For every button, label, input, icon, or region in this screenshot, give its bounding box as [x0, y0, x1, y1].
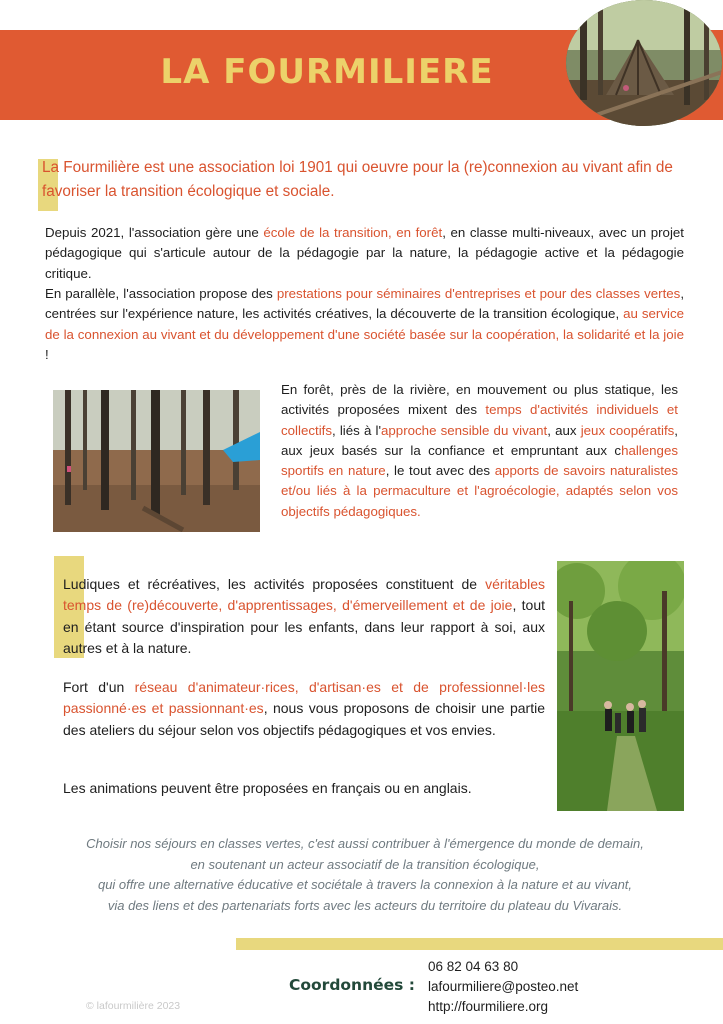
paragraph-text: , le tout avec des: [385, 463, 495, 479]
quote-line: Choisir nos séjours en classes vertes, c'est aussi contribuer à l'émergence du monde de demain,: [86, 836, 644, 851]
quote-line: en soutenant un acteur associatif de la transition écologique,: [190, 856, 540, 872]
contact-website[interactable]: http://fourmiliere.org: [428, 999, 549, 1014]
highlight-text: approche sensible du vivant: [381, 422, 548, 438]
highlight-text: véritables temps de (re)découverte, d'apprentissages, d'émerveillement et de joie: [63, 576, 545, 614]
footer-accent-bar: [236, 938, 723, 950]
paragraph-text: , aux: [547, 422, 581, 438]
quote-line: qui offre une alternative éducative et sociétale à travers la connexion à la nature et au vivant,: [97, 877, 633, 892]
highlight-text: temps d'activités individuels et collectifs: [281, 402, 679, 438]
copyright: © lafourmilière 2023: [86, 1000, 181, 1012]
highlight-text: école de la transition, en forêt: [263, 225, 443, 240]
highlight-text: apports de savoirs naturalistes et/ou liés à la permaculture et l'agroécologie, adaptés selon vos objectifs pédagogiques.: [281, 463, 678, 519]
paragraph-text: , centrées sur l'expérience nature, les activités créatives, la découverte de la transition écologique,: [45, 286, 685, 322]
paragraph-text: Ludiques et récréatives, les activités proposées constituent de: [63, 576, 486, 592]
page-title: LA FOURMILIERE: [160, 52, 494, 92]
highlight-text: au service de la connexion au vivant et du développement d'une société basée sur la coopération, la solidarité et la joie: [45, 306, 684, 342]
highlight-text: jeux coopératifs: [580, 422, 675, 438]
paragraph-languages: Les animations peuvent être proposées en français ou en anglais.: [63, 780, 472, 796]
forest-activity-photo: [53, 390, 260, 532]
contact-phone[interactable]: 06 82 04 63 80: [428, 959, 519, 974]
paragraph-text: , en classe multi-niveaux, avec un projet pédagogique qui s'articule autour de la pédagogie par la nature, la pédagogie active et la pédagogie critique.: [45, 225, 684, 281]
paragraph-text: En parallèle, l'association propose des: [45, 286, 277, 301]
paragraph-text: , tout en étant source d'inspiration pour les enfants, dans leur rapport à soi, aux autres et à la nature.: [63, 597, 545, 656]
paragraph-network: [63, 677, 545, 741]
intro-text: La Fourmilière est une association loi 1901 qui oeuvre pour la (re)connexion au vivant afin de favoriser la transition écologique et sociale.: [42, 159, 673, 200]
paragraph-school: [45, 223, 684, 284]
highlight-text: prestations pour séminaires d'entreprises et pour des classes vertes: [276, 286, 681, 301]
paragraph-text: Fort d'un: [63, 679, 135, 695]
closing-quote: [60, 834, 670, 916]
paragraph-text: !: [45, 346, 49, 362]
paragraph-text: Depuis 2021, l'association gère une: [45, 225, 264, 240]
highlight-text: hallenges sportifs en nature: [281, 442, 678, 479]
paragraph-text: , nous vous proposons de choisir une partie des ateliers du séjour selon vos objectifs pédagogiques et vos envies.: [63, 700, 545, 738]
paragraph-ludiques: [63, 574, 545, 659]
paragraph-activities: [281, 380, 678, 522]
paragraph-text: En forêt, près de la rivière, en mouvement ou plus statique, les activités proposées mixent des: [281, 382, 678, 418]
quote-line: via des liens et des partenariats forts avec les acteurs du territoire du plateau du Vivarais.: [107, 897, 623, 913]
paragraph-text: , aux jeux basés sur la confiance et empruntant aux c: [281, 422, 678, 458]
header-photo-forest-hut: [566, 0, 722, 126]
highlight-text: réseau d'animateur·rices, d'artisan·es et de professionnel·les passionné·es et passionnant·es: [63, 679, 546, 717]
forest-path-photo: [557, 561, 684, 811]
paragraph-services: [45, 284, 684, 365]
paragraph-text: , liés à l': [332, 422, 382, 438]
contact-label: Coordonnées :: [289, 976, 415, 994]
contact-email[interactable]: lafourmiliere@posteo.net: [428, 979, 579, 994]
